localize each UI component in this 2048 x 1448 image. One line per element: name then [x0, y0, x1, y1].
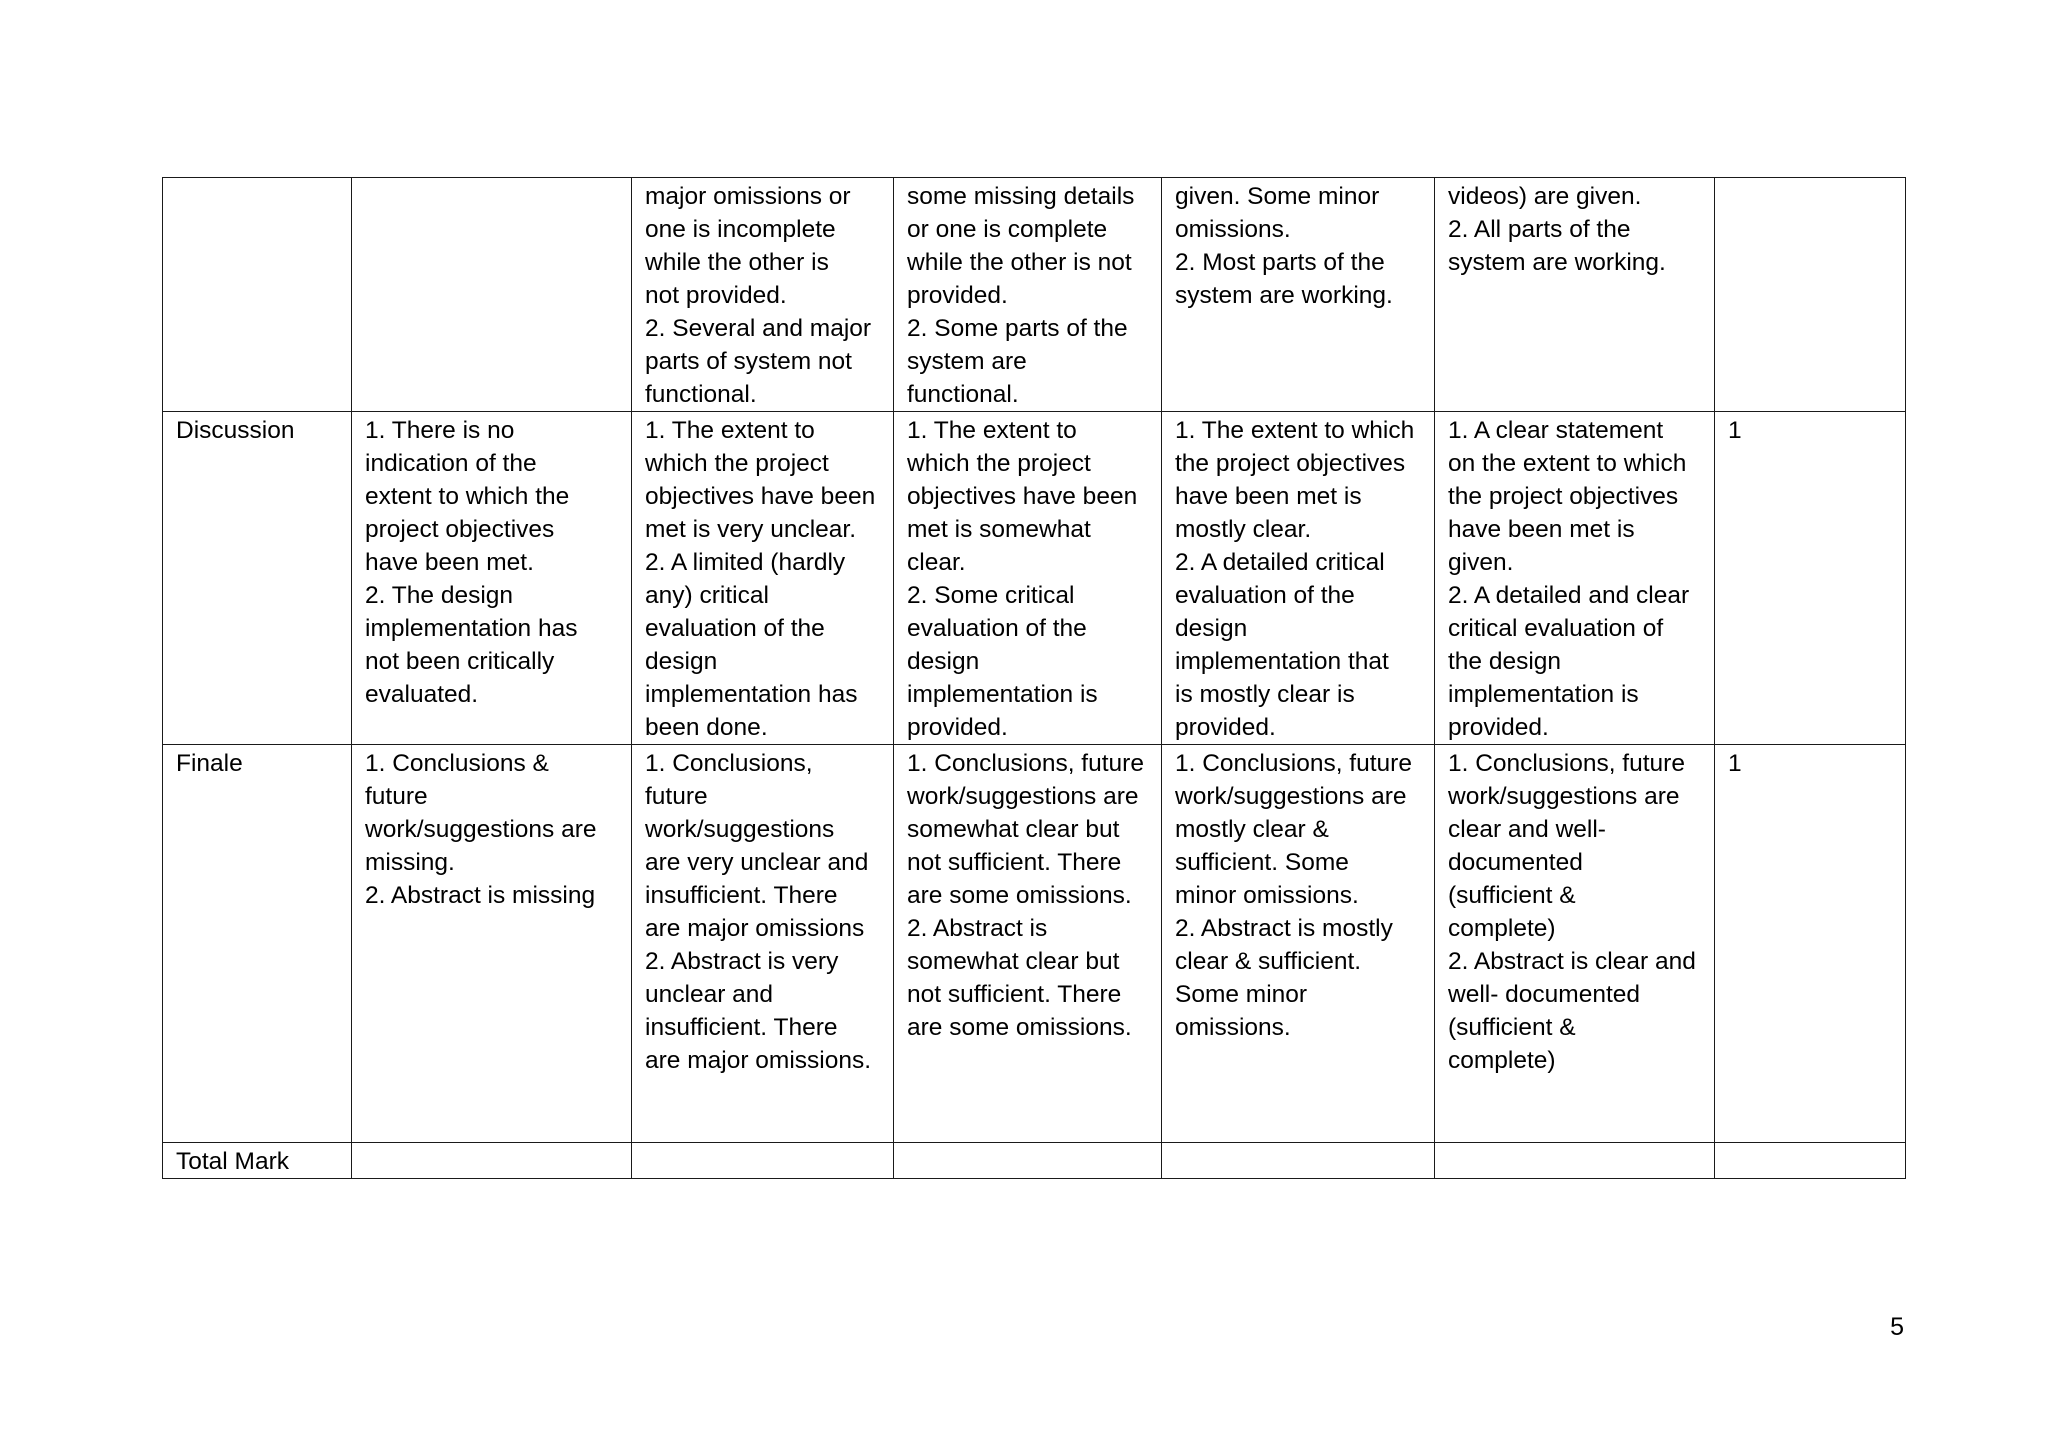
table-row [163, 1143, 1906, 1179]
rubric-cell: 1. The extent to which the project objectives have been met is somewhat clear. 2. Some critical evaluation of the design implementation is provided. [894, 412, 1162, 745]
rubric-cell [1162, 1143, 1435, 1179]
rubric-table [162, 177, 1906, 1179]
rubric-cell: 1. Conclusions, future work/suggestions are clear and well- documented (sufficient & complete) 2. Abstract is clear and well- documented (sufficient & complete) [1435, 745, 1715, 1143]
rubric-cell: 1. Conclusions, future work/suggestions are somewhat clear but not sufficient. There are some omissions. 2. Abstract is somewhat clear but not sufficient. There are some omissions. [894, 745, 1162, 1143]
rubric-cell: 1. A clear statement on the extent to which the project objectives have been met is given. 2. A detailed and clear critical evaluation of the design implementation is provided. [1435, 412, 1715, 745]
rubric-cell: 1. There is no indication of the extent to which the project objectives have been met. 2. The design implementation has not been critically evaluated. [352, 412, 632, 745]
weight-cell [1715, 1143, 1906, 1179]
rubric-cell: major omissions or one is incomplete while the other is not provided. 2. Several and major parts of system not functional. [632, 178, 894, 412]
rubric-cell: videos) are given. 2. All parts of the system are working. [1435, 178, 1715, 412]
rubric-cell: 1. Conclusions & future work/suggestions are missing. 2. Abstract is missing [352, 745, 632, 1143]
table-row [163, 412, 1906, 745]
rubric-cell: given. Some minor omissions. 2. Most parts of the system are working. [1162, 178, 1435, 412]
criterion-cell [163, 178, 352, 412]
table-row [163, 745, 1906, 1143]
criterion-cell: Discussion [163, 412, 352, 745]
criterion-cell: Total Mark [163, 1143, 352, 1179]
rubric-cell [352, 1143, 632, 1179]
rubric-cell [352, 178, 632, 412]
page-number: 5 [1890, 1313, 1904, 1341]
weight-cell: 1 [1715, 412, 1906, 745]
rubric-cell: 1. The extent to which the project objectives have been met is mostly clear. 2. A detailed critical evaluation of the design implementation that is mostly clear is provided. [1162, 412, 1435, 745]
table-row [163, 178, 1906, 412]
weight-cell [1715, 178, 1906, 412]
rubric-cell [632, 1143, 894, 1179]
rubric-cell: 1. Conclusions, future work/suggestions are mostly clear & sufficient. Some minor omissions. 2. Abstract is mostly clear & sufficient. Some minor omissions. [1162, 745, 1435, 1143]
criterion-cell: Finale [163, 745, 352, 1143]
rubric-cell: 1. Conclusions, future work/suggestions are very unclear and insufficient. There are major omissions 2. Abstract is very unclear and insufficient. There are major omissions. [632, 745, 894, 1143]
rubric-cell: 1. The extent to which the project objectives have been met is very unclear. 2. A limited (hardly any) critical evaluation of the design implementation has been done. [632, 412, 894, 745]
rubric-cell [894, 1143, 1162, 1179]
rubric-cell: some missing details or one is complete while the other is not provided. 2. Some parts of the system are functional. [894, 178, 1162, 412]
weight-cell: 1 [1715, 745, 1906, 1143]
rubric-cell [1435, 1143, 1715, 1179]
